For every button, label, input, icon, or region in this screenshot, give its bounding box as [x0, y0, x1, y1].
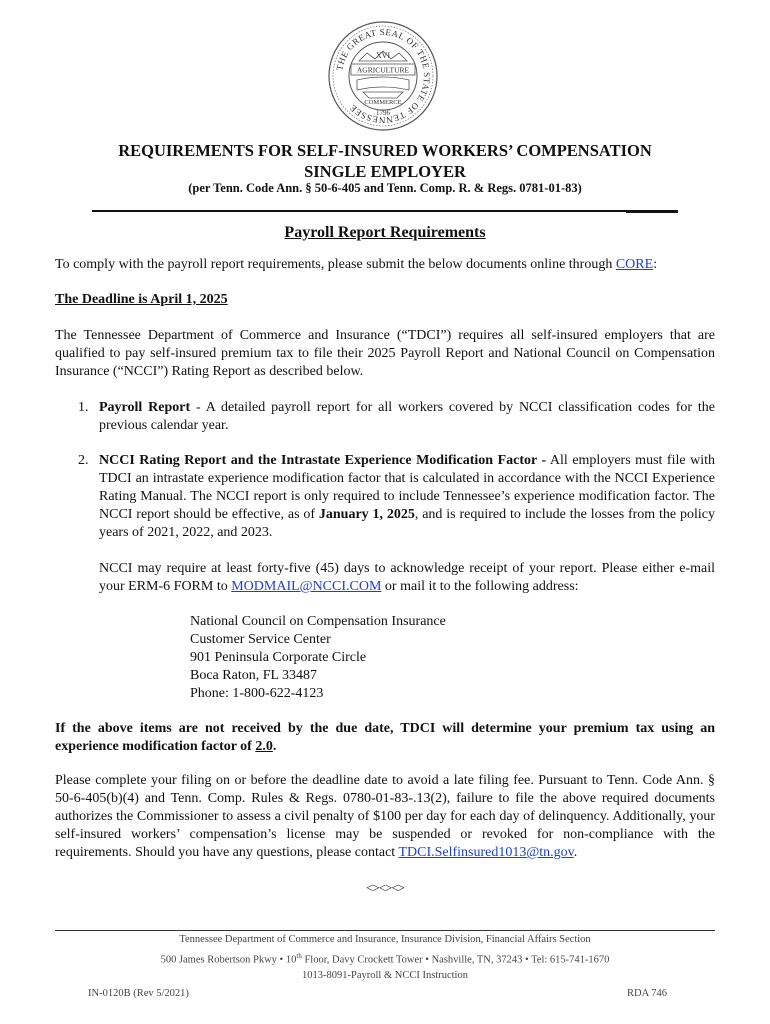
footer-address-a: 500 James Robertson Pkwy • 10	[160, 954, 297, 966]
footer-address-sup: th	[296, 952, 302, 960]
tdci-requirement-paragraph: The Tennessee Department of Commerce and Insurance (“TDCI”) requires all self-insured employers that are qualified to pay self-insured premium tax to file their 2025 Payroll Report and National Council on Compensation Insurance (“NCCI”) Rating Report as described below.	[55, 328, 715, 379]
seal-numeral: XVI	[375, 51, 391, 60]
ncci-report-text-b: , and is required to include the losses from the policy years of 2021, 2022, and 2023.	[99, 507, 715, 540]
tennessee-state-seal	[327, 20, 439, 132]
list-item-ncci-rating-report	[99, 452, 715, 542]
address-line: Phone: 1-800-622-4123	[190, 686, 324, 701]
section-title: Payroll Report Requirements	[284, 224, 486, 241]
core-link[interactable]: CORE	[615, 257, 654, 272]
warning-suffix: .	[272, 739, 277, 754]
ncci-report-text-a: All employers must file with TDCI an intrastate experience modification factor that is calculated in accordance with the NCCI Experience Rating Manual. The NCCI report is only required to include Tennessee’s experience modification factor. The NCCI report should be effective, as of	[99, 453, 715, 522]
intro-text: To comply with the payroll report requirements, please submit the below documents online through	[55, 257, 616, 272]
document-subtitle: (per Tenn. Code Ann. § 50-6-405 and Tenn. Comp. R. & Regs. 0781-01-83)	[188, 181, 582, 195]
footer-document-code: 1013-8091-Payroll & NCCI Instruction	[302, 970, 468, 981]
ncci-report-label: NCCI Rating Report and the Intrastate Experience Modification Factor -	[99, 453, 547, 468]
ncci-email-link[interactable]: MODMAIL@NCCI.COM	[231, 579, 382, 594]
footer-divider	[55, 930, 715, 931]
payroll-report-label: Payroll Report	[99, 400, 191, 415]
list-number-2: 2.	[78, 453, 89, 468]
ncci-para-text-a: NCCI may require at least forty-five (45) days to acknowledge receipt of your report. Please either e-mail your ERM-6 FORM to	[99, 561, 715, 594]
payroll-report-text: - A detailed payroll report for all workers covered by NCCI classification codes for the previous calendar year.	[99, 400, 715, 433]
closing-suffix: .	[573, 845, 578, 860]
intro-paragraph	[55, 256, 715, 274]
header-divider	[92, 210, 678, 212]
footer-address-b: Floor, Davy Crockett Tower • Nashville, TN, 37243 • Tel: 615-741-1670	[301, 954, 610, 966]
ncci-acknowledge-paragraph	[99, 560, 715, 596]
closing-paragraph	[55, 772, 715, 862]
ncci-para-text-b: or mail it to the following address:	[381, 579, 579, 594]
effective-date: January 1, 2025	[318, 507, 415, 522]
address-line: National Council on Compensation Insurance	[190, 614, 446, 629]
deadline-heading: The Deadline is April 1, 2025	[55, 292, 228, 307]
seal-band-bottom: COMMERCE	[364, 99, 402, 106]
footer-address	[60, 952, 710, 966]
seal-band-top: AGRICULTURE	[356, 65, 410, 75]
ncci-mailing-address	[190, 613, 446, 703]
section-end-ornament: <><><>	[366, 880, 404, 895]
closing-text: Please complete your filing on or before the deadline date to avoid a late filing fee. Pursuant to Tenn. Code Ann. § 50-6-405(b)(4) and Tenn. Comp. Rules & Regs. 0780-01-83-.13(2), failure to file the above required documents authorizes the Commissioner to assess a civil penalty of $100 per day for each day of delinquency. Additionally, your self-insured workers’ compensation’s license may be suspended or revoked for non-compliance with the requirements. Should you have any questions, please contact	[55, 773, 715, 860]
tdci-email-link[interactable]: TDCI.Selfinsured1013@tn.gov	[398, 845, 574, 860]
seal-ring-text: THE GREAT SEAL OF THE STATE OF TENNESSEE	[334, 26, 433, 126]
list-number-1: 1.	[78, 400, 89, 415]
modification-factor: 2.0	[255, 739, 273, 754]
footer-department: Tennessee Department of Commerce and Insurance, Insurance Division, Financial Affairs Section	[179, 934, 591, 945]
intro-suffix: :	[653, 257, 658, 272]
address-line: Boca Raton, FL 33487	[190, 668, 318, 683]
rda-number: RDA 746	[627, 988, 667, 999]
form-id: IN-0120B (Rev 5/2021)	[88, 988, 189, 999]
document-title-line1: REQUIREMENTS FOR SELF-INSURED WORKERS’ COMPENSATION	[118, 141, 652, 160]
seal-year: 1796	[376, 109, 390, 117]
address-line: Customer Service Center	[190, 632, 331, 647]
list-item-payroll-report	[99, 399, 715, 435]
warning-paragraph	[55, 720, 715, 756]
warning-text: If the above items are not received by the due date, TDCI will determine your premium tax using an experience modification factor of	[55, 721, 715, 754]
document-title-line2: SINGLE EMPLOYER	[304, 162, 466, 181]
address-line: 901 Peninsula Corporate Circle	[190, 650, 367, 665]
